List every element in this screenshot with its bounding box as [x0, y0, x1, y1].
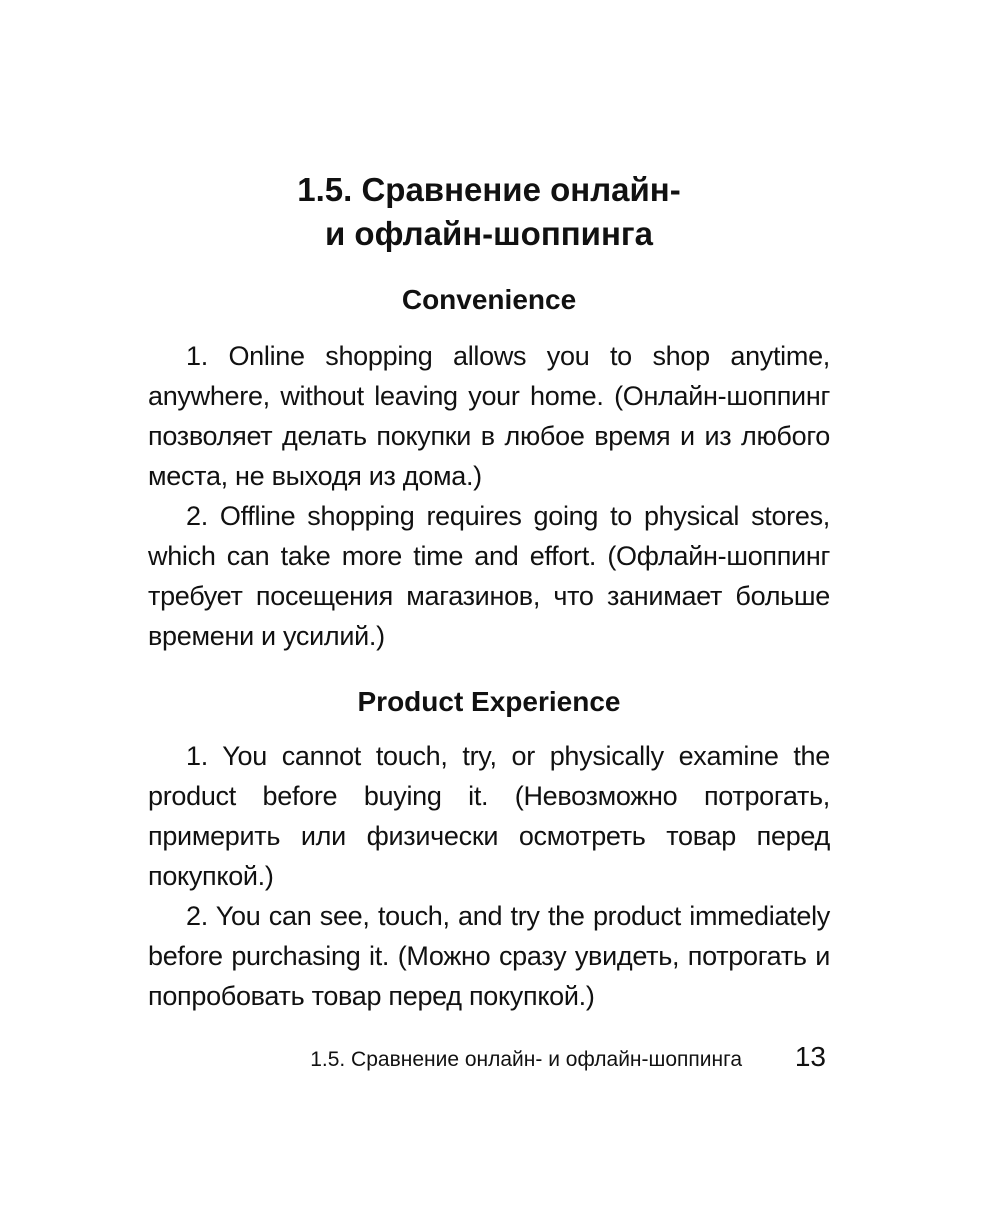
section-heading-product-experience: Product Experience — [357, 686, 621, 717]
page-footer — [148, 1040, 830, 1076]
chapter-title — [148, 168, 830, 256]
section-body-product-experience — [148, 736, 830, 1016]
chapter-title-line-1: 1.5. Сравнение онлайн- — [297, 171, 681, 208]
section-body-convenience — [148, 336, 830, 656]
paragraph: 2. Offline shopping requires going to physical stores, which can take more time and effort. (Офлайн-шоппинг требует посещения магазинов, что занимает больше времени и усилий.) — [148, 501, 830, 651]
section-heading-convenience: Convenience — [401, 284, 577, 315]
running-head: 1.5. Сравнение онлайн- и офлайн-шоппинга — [310, 1048, 742, 1071]
paragraph: 1. You cannot touch, try, or physically examine the product before buying it. (Невозможно потрогать, примерить или физически осмотреть товар перед покупкой.) — [148, 741, 830, 891]
paragraph: 2. You can see, touch, and try the product immediately before purchasing it. (Можно сразу увидеть, потрогать и попробовать товар перед покупкой.) — [148, 901, 830, 1011]
page-number: 13 — [794, 1041, 826, 1072]
chapter-title-line-2: и офлайн-шоппинга — [324, 215, 654, 252]
paragraph: 1. Online shopping allows you to shop anytime, anywhere, without leaving your home. (Онлайн-шоппинг позволяет делать покупки в любое время и из любого места, не выходя из дома.) — [148, 341, 830, 491]
